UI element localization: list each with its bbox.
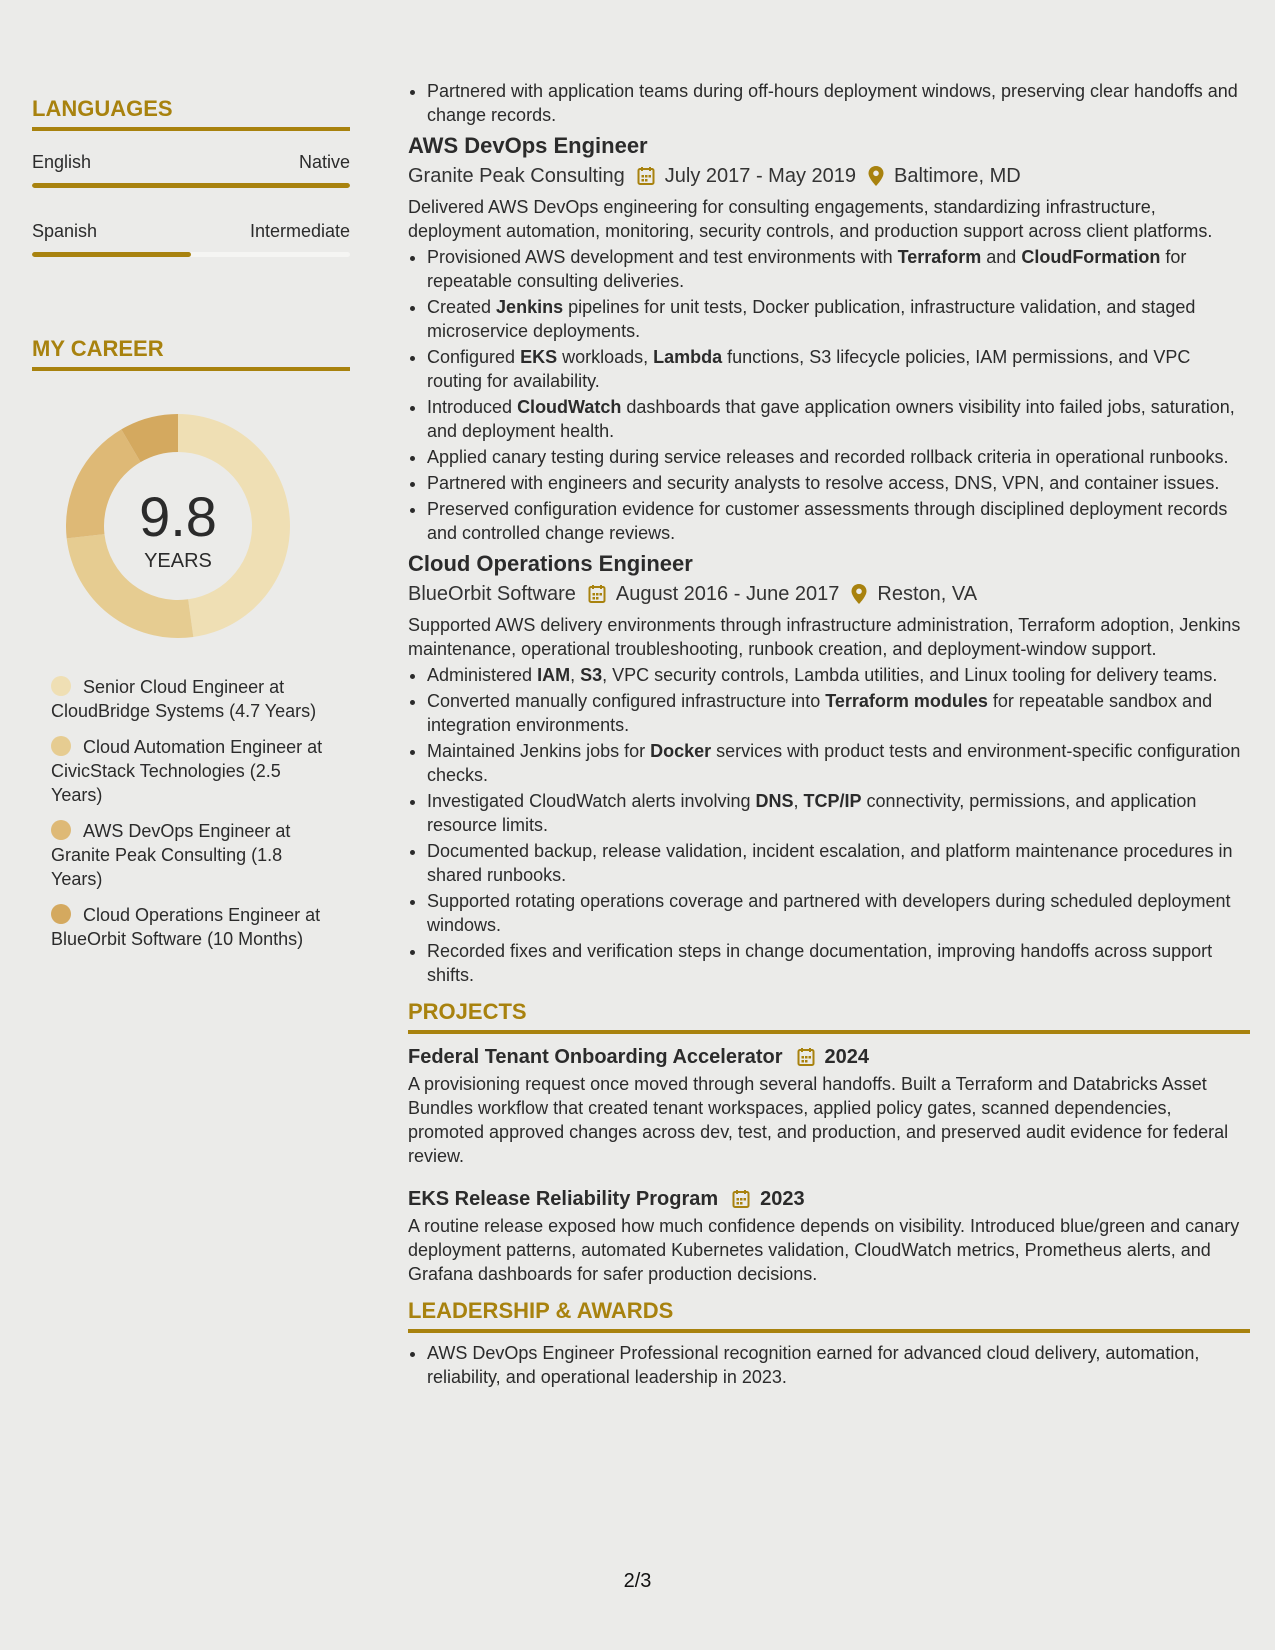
language-level: Native [298, 152, 350, 172]
location-pin-icon [851, 584, 867, 604]
career-donut-segment [66, 429, 141, 538]
calendar-icon [732, 1189, 750, 1209]
career-legend-label: AWS DevOps Engineer at Granite Peak Consulting (1.8 Years) [51, 821, 291, 889]
career-heading: MY CAREER [32, 336, 350, 371]
page-number: 2/3 [623, 1570, 652, 1592]
bullet-keyword: EKS [520, 347, 558, 367]
bullet-text: and [981, 247, 1022, 267]
job-bullets [408, 663, 1250, 987]
language-name: English [32, 152, 92, 172]
career-total-unit: YEARS [144, 550, 212, 572]
bullet-keyword: CloudWatch [517, 397, 622, 417]
career-total-years: 9.8 [139, 485, 217, 548]
bullet-text: Preserved configuration evidence for customer assessments through disciplined deployment records and controlled change reviews. [427, 499, 1228, 543]
job-location: Baltimore, MD [894, 165, 1021, 187]
project-name: EKS Release Reliability Program [408, 1188, 719, 1210]
bullet-item [427, 245, 1250, 293]
bullet-text: Applied canary testing during service releases and recorded rollback criteria in operational runbooks. [427, 447, 1229, 467]
bullet-keyword: IAM [537, 665, 571, 685]
bullet-item [427, 839, 1250, 887]
career-legend-item [51, 675, 331, 723]
bullet-text: Supported rotating operations coverage and partnered with developers during scheduled deployment windows. [427, 891, 1231, 935]
bullet-text: dashboards that gave application owners visibility into failed jobs, saturation, and deployment health. [427, 397, 1235, 441]
bullet-item [427, 689, 1250, 737]
job-description: Supported AWS delivery environments through infrastructure administration, Terraform adoption, Jenkins maintenance, operational troubleshooting, runbook creation, and deployment-window support. [408, 615, 1241, 659]
bullet-text: Administered [427, 665, 538, 685]
career-legend-item [51, 735, 331, 807]
bullet-text: Partnered with engineers and security analysts to resolve access, DNS, VPN, and container issues. [427, 473, 1220, 493]
job-entry [408, 131, 1250, 545]
language-proficiency-fill [32, 252, 191, 257]
bullet-keyword: Docker [650, 741, 712, 761]
bullet-text: services with product tests and environment-specific configuration checks. [427, 741, 1241, 785]
bullet-text: , VPC security controls, Lambda utilities, and Linux tooling for delivery teams. [602, 665, 1218, 685]
job-meta [408, 161, 1250, 191]
career-legend-label: Cloud Automation Engineer at CivicStack Technologies (2.5 Years) [51, 737, 323, 805]
bullet-text: connectivity, permissions, and application resource limits. [427, 791, 1197, 835]
calendar-icon [588, 584, 606, 604]
award-item: • AWS DevOps Engineer Professional recognition earned for advanced cloud delivery, automation, reliability, and operational leadership in 2023. [427, 1341, 1250, 1389]
legend-dot [51, 736, 71, 756]
calendar-icon [797, 1047, 815, 1067]
legend-dot [51, 820, 71, 840]
language-proficiency-bar [32, 183, 350, 188]
bullet-text: Documented backup, release validation, incident escalation, and platform maintenance procedures in shared runbooks. [427, 841, 1233, 885]
languages-heading: LANGUAGES [32, 96, 350, 131]
career-legend-item [51, 819, 331, 891]
calendar-icon [637, 166, 655, 186]
bullet-text: functions, S3 lifecycle policies, IAM permissions, and VPC routing for availability. [427, 347, 1191, 391]
main-column [408, 0, 1250, 1391]
bullet-text: Provisioned AWS development and test environments with [427, 247, 898, 267]
project-entry [408, 1184, 1250, 1286]
job-entry [408, 549, 1250, 987]
bullet-item [427, 345, 1250, 393]
bullet-item: • Partnered with application teams during off-hours deployment windows, preserving clear handoffs and change records. [427, 79, 1250, 127]
bullet-text: for repeatable consulting deliveries. [427, 247, 1187, 291]
legend-dot [51, 904, 71, 924]
bullet-keyword: Terraform [897, 247, 982, 267]
career-donut-chart [66, 414, 290, 638]
job-location: Reston, VA [877, 583, 978, 605]
bullet-text: Created [427, 297, 497, 317]
career-legend [51, 675, 331, 963]
bullet-keyword: Lambda [653, 347, 723, 367]
bullet-keyword: DNS [755, 791, 794, 811]
project-header [408, 1184, 1250, 1214]
location-pin-icon [868, 166, 884, 186]
bullet-keyword: Jenkins [496, 297, 564, 317]
project-header [408, 1042, 1250, 1072]
job-title: AWS DevOps Engineer [408, 133, 648, 158]
bullet-item [427, 295, 1250, 343]
job-title: Cloud Operations Engineer [408, 551, 693, 576]
bullet-text: , [570, 665, 581, 685]
bullet-keyword: Terraform modules [825, 691, 988, 711]
job-dates: August 2016 - June 2017 [615, 583, 840, 605]
job-dates: July 2017 - May 2019 [664, 165, 857, 187]
career-legend-item [51, 903, 331, 951]
language-level: Intermediate [249, 221, 350, 241]
project-year: 2023 [760, 1188, 805, 1210]
legend-dot [51, 676, 71, 696]
bullet-text: Recorded fixes and verification steps in change documentation, improving handoffs across support shifts. [427, 941, 1213, 985]
bullet-text: pipelines for unit tests, Docker publication, infrastructure validation, and staged microservice deployments. [427, 297, 1196, 341]
career-legend-label: Cloud Operations Engineer at BlueOrbit Software (10 Months) [51, 905, 321, 949]
company-name: Granite Peak Consulting [408, 165, 625, 187]
project-year: 2024 [824, 1046, 870, 1068]
bullet-text: Configured [427, 347, 521, 367]
awards-bullets [408, 1341, 1250, 1389]
projects-heading: PROJECTS [408, 999, 1250, 1034]
bullet-text: Introduced [427, 397, 518, 417]
bullet-item [427, 471, 1250, 495]
company-name: BlueOrbit Software [408, 583, 576, 605]
project-description: A provisioning request once moved through several handoffs. Built a Terraform and Databricks Asset Bundles workflow that created tenant workspaces, applied policy gates, scanned dependencies, promoted approved changes across dev, test, and production, and preserved audit evidence for federal review. [408, 1074, 1229, 1166]
language-name: Spanish [32, 221, 98, 241]
bullet-text: workloads, [557, 347, 654, 367]
bullet-text: Maintained Jenkins jobs for [427, 741, 651, 761]
awards-heading: LEADERSHIP & AWARDS [408, 1298, 1250, 1333]
bullet-keyword: TCP/IP [803, 791, 862, 811]
bullet-item [427, 395, 1250, 443]
language-proficiency-bar [32, 252, 350, 257]
bullet-text: for repeatable sandbox and integration environments. [427, 691, 1213, 735]
job-bullets [408, 245, 1250, 545]
bullet-item [427, 663, 1250, 687]
bullet-item [427, 445, 1250, 469]
language-proficiency-fill [32, 183, 350, 188]
carryover-bullets [408, 79, 1250, 127]
project-entry [408, 1042, 1250, 1168]
bullet-text: Investigated CloudWatch alerts involving [427, 791, 756, 811]
bullet-item [427, 889, 1250, 937]
project-name: Federal Tenant Onboarding Accelerator [408, 1046, 783, 1068]
bullet-keyword: CloudFormation [1021, 247, 1161, 267]
career-legend-label: Senior Cloud Engineer at CloudBridge Systems (4.7 Years) [51, 677, 317, 721]
bullet-item [427, 739, 1250, 787]
bullet-item [427, 939, 1250, 987]
bullet-text: , [793, 791, 804, 811]
job-description: Delivered AWS DevOps engineering for consulting engagements, standardizing infrastructure, deployment automation, monitoring, security controls, and production support across client platforms. [408, 197, 1213, 241]
project-description: A routine release exposed how much confidence depends on visibility. Introduced blue/green and canary deployment patterns, automated Kubernetes validation, CloudWatch metrics, Prometheus alerts, and Grafana dashboards for safer production decisions. [408, 1216, 1240, 1284]
bullet-item [427, 789, 1250, 837]
bullet-item [427, 497, 1250, 545]
job-meta [408, 579, 1250, 609]
bullet-text: Converted manually configured infrastructure into [427, 691, 826, 711]
bullet-keyword: S3 [580, 665, 603, 685]
